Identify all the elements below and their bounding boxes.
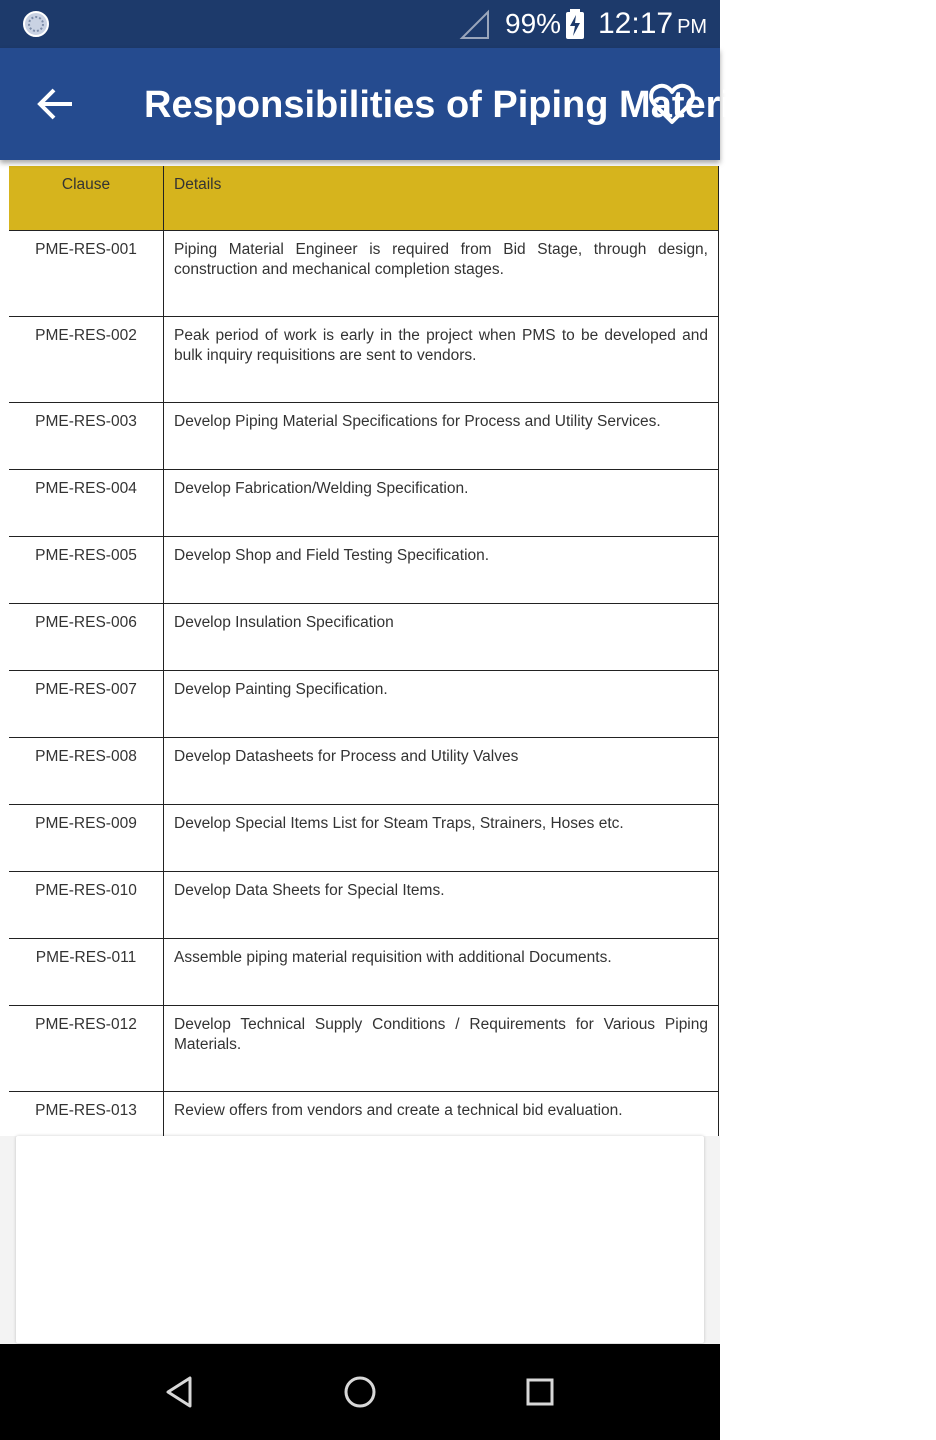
clause-cell: PME-RES-002 (9, 317, 164, 403)
clause-cell: PME-RES-005 (9, 537, 164, 604)
status-bar (0, 0, 720, 48)
sync-icon (22, 10, 50, 38)
battery-charging-icon (565, 9, 585, 39)
clock-ampm: PM (677, 16, 708, 38)
details-cell: Piping Material Engineer is required from Bid Stage, through design, construction and mechanical completion stages. (164, 231, 719, 317)
details-cell: Review offers from vendors and create a technical bid evaluation. (164, 1092, 719, 1162)
responsibilities-table (9, 166, 719, 1161)
clause-cell: PME-RES-007 (9, 671, 164, 738)
table-row (9, 805, 719, 872)
heart-icon (644, 76, 700, 132)
table-row (9, 738, 719, 805)
clause-cell: PME-RES-003 (9, 403, 164, 470)
table-row (9, 231, 719, 317)
page-title: Responsibilities of Piping Material Engineer (144, 84, 936, 126)
details-cell: Develop Data Sheets for Special Items. (164, 872, 719, 939)
battery-percentage: 99% (505, 8, 562, 39)
details-cell: Develop Shop and Field Testing Specification. (164, 537, 719, 604)
clause-cell: PME-RES-012 (9, 1006, 164, 1092)
clock-time: 12:17 (598, 7, 674, 40)
details-cell: Assemble piping material requisition with additional Documents. (164, 939, 719, 1006)
back-button[interactable] (28, 78, 84, 134)
clause-cell: PME-RES-004 (9, 470, 164, 537)
clause-cell: PME-RES-011 (9, 939, 164, 1006)
details-cell: Develop Datasheets for Process and Utility Valves (164, 738, 719, 805)
clause-cell: PME-RES-001 (9, 231, 164, 317)
clause-cell: PME-RES-010 (9, 872, 164, 939)
details-cell: Peak period of work is early in the project when PMS to be developed and bulk inquiry requisitions are sent to vendors. (164, 317, 719, 403)
column-header-clause: Clause (9, 166, 164, 231)
column-header-details: Details (164, 166, 719, 231)
table-row (9, 537, 719, 604)
details-cell: Develop Technical Supply Conditions / Requirements for Various Piping Materials. (164, 1006, 719, 1092)
table-row (9, 317, 719, 403)
table-row (9, 872, 719, 939)
app-bar (0, 48, 936, 160)
clause-cell: PME-RES-006 (9, 604, 164, 671)
details-cell: Develop Insulation Specification (164, 604, 719, 671)
details-cell: Develop Fabrication/Welding Specification. (164, 470, 719, 537)
table-row (9, 604, 719, 671)
clause-cell: PME-RES-013 (9, 1092, 164, 1162)
details-cell: Develop Painting Specification. (164, 671, 719, 738)
nav-back-icon[interactable] (160, 1372, 200, 1412)
nav-recents-icon[interactable] (520, 1372, 560, 1412)
content-area[interactable] (0, 160, 720, 1136)
system-navigation-bar (0, 1344, 720, 1440)
table-header-row (9, 166, 719, 231)
table-row (9, 671, 719, 738)
table-row (9, 470, 719, 537)
details-cell: Develop Piping Material Specifications for Process and Utility Services. (164, 403, 719, 470)
table-row (9, 939, 719, 1006)
nav-home-icon[interactable] (340, 1372, 380, 1412)
clock (598, 7, 707, 44)
ad-banner[interactable] (16, 1136, 704, 1343)
table-row (9, 1006, 719, 1092)
arrow-left-icon (28, 78, 84, 134)
signal-icon (460, 10, 490, 40)
table-row (9, 403, 719, 470)
clause-cell: PME-RES-008 (9, 738, 164, 805)
details-cell: Develop Special Items List for Steam Traps, Strainers, Hoses etc. (164, 805, 719, 872)
favorite-button[interactable] (644, 76, 700, 132)
clause-cell: PME-RES-009 (9, 805, 164, 872)
